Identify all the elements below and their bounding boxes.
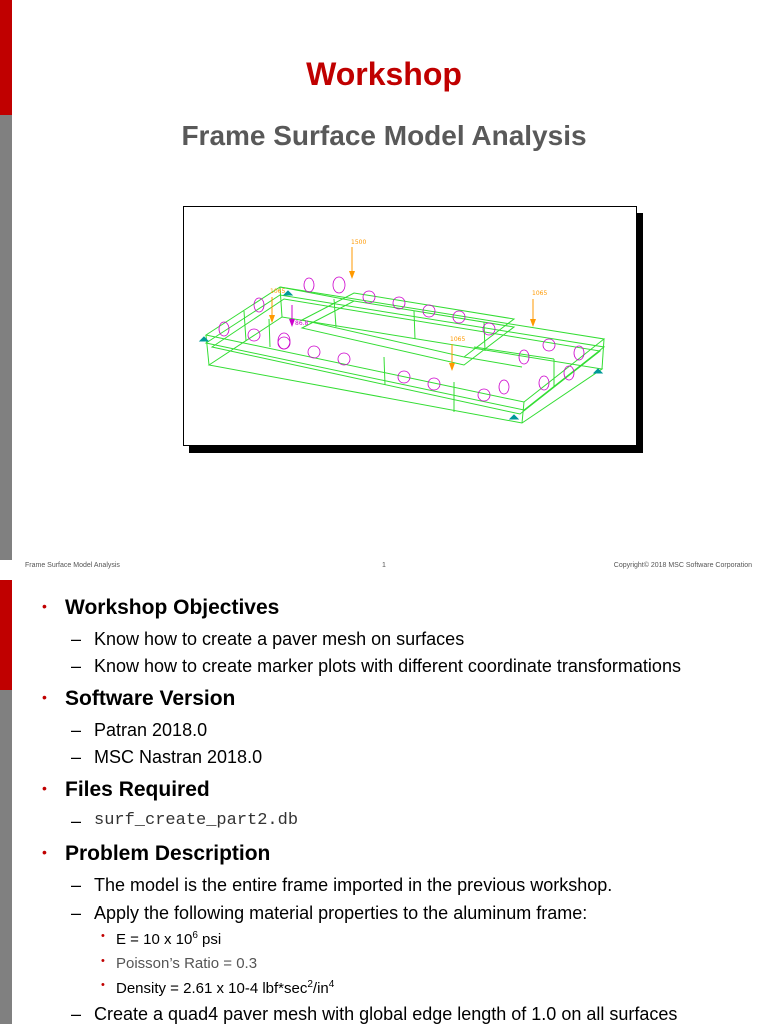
list-item-text: The model is the entire frame imported in the previous workshop. [94,875,613,895]
property-poisson-ratio: Poisson’s Ratio = 0.3 [116,955,258,972]
list-item-text: MSC Nastran 2018.0 [94,747,263,767]
list-item-text: Know how to create a paver mesh on surfaces [94,629,465,649]
section-heading: Files Required [65,778,210,801]
dash-marker: – [71,811,82,831]
footer-page-number: 1 [382,562,386,569]
accent-bar-red [0,580,12,690]
dash-marker: – [71,747,82,767]
list-item-text: Apply the following material properties to the aluminum frame: [94,903,588,923]
frame-mesh-illustration [184,207,636,445]
dash-marker: – [71,875,82,895]
bullet-dot: • [42,598,47,614]
accent-bar-gray [0,690,12,1024]
dash-marker: – [71,1004,82,1024]
bullet-dot: • [42,844,47,860]
dash-marker: – [71,656,82,676]
frame-model-figure [183,206,637,446]
bullet-dot: • [42,689,47,705]
bullet-dot: • [101,955,105,967]
slide-title: Workshop [306,56,462,92]
dash-marker: – [71,903,82,923]
property-youngs-modulus: E = 10 x $10^6$ psi [116,930,222,948]
bullet-dot: • [101,979,105,991]
section-heading: Software Version [65,687,236,710]
bullet-dot: • [42,780,47,796]
dash-marker: – [71,720,82,740]
constraint-markers [200,291,602,419]
load-label: 1065 [450,336,466,343]
load-label: 1065 [532,290,548,297]
accent-bar-gray [0,115,12,560]
slide-subtitle: Frame Surface Model Analysis [181,120,587,151]
list-item-text: Patran 2018.0 [94,720,208,740]
frame-mesh-lines [206,287,604,423]
dash-marker: – [71,629,82,649]
load-label: 1500 [351,239,367,246]
section-heading: Problem Description [65,842,271,865]
footer-copyright: Copyright© 2018 MSC Software Corporation [613,562,752,569]
section-heading: Workshop Objectives [65,596,280,619]
footer-title: Frame Surface Model Analysis [25,562,120,569]
bullet-dot: • [101,930,105,942]
property-density: Density = 2.61 x 10-4 $lbf*\sec^2/in^4$ [116,979,335,997]
file-name: surf_create_part2.db [94,811,299,830]
load-label: 86.8 [295,320,309,327]
list-item-text: Know how to create marker plots with different coordinate transformations [94,656,681,676]
list-item-text: Create a quad4 paver mesh with global edge length of 1.0 on all surfaces [94,1004,678,1024]
load-label: 1065 [270,288,286,295]
